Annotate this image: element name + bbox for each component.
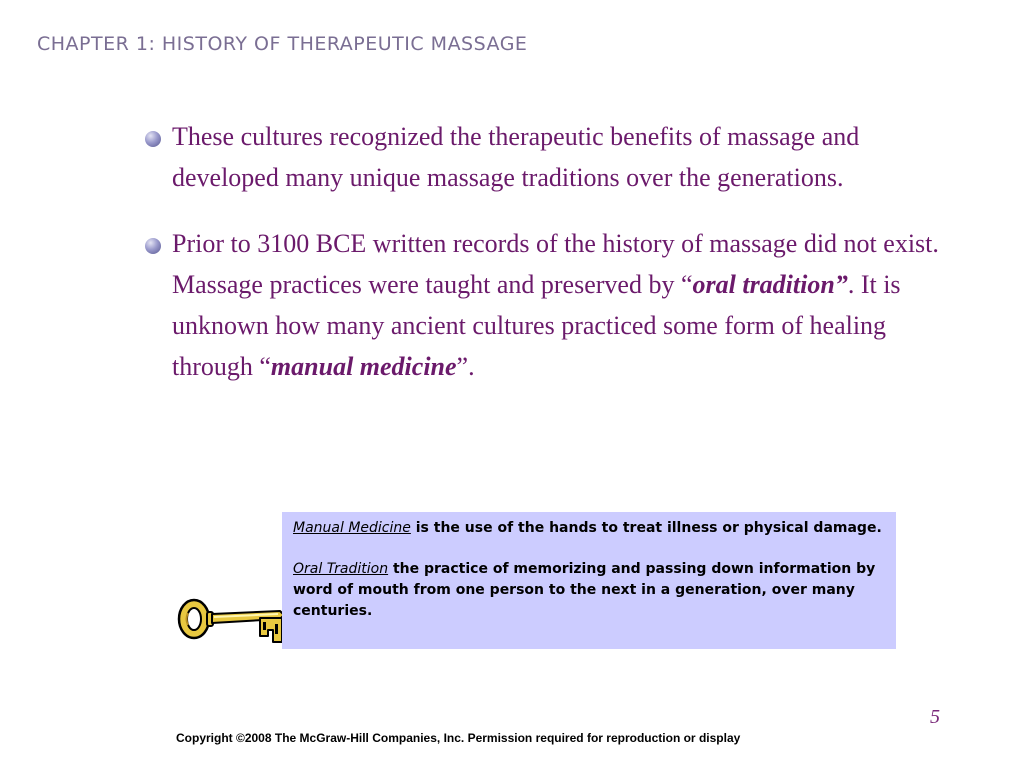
definition-text: is the use of the hands to treat illness or physical damage. bbox=[410, 520, 882, 536]
definition-text: the practice of memorizing and passing down information by word of mouth from one person to the next in a generation, over many centuries. bbox=[293, 561, 876, 619]
bullet-item-cultures bbox=[145, 116, 945, 198]
bullet-dot-icon bbox=[145, 131, 161, 147]
bullet-text: These cultures recognized the therapeutic benefits of massage and developed many unique massage traditions over the generations. bbox=[172, 122, 860, 192]
bullet-item-history bbox=[145, 223, 945, 387]
slide-title: CHAPTER 1: HISTORY OF THERAPEUTIC MASSAGE bbox=[37, 33, 528, 55]
bullet-text-part: ”. bbox=[456, 352, 475, 381]
key-icon bbox=[174, 594, 290, 650]
definition-box bbox=[282, 512, 896, 649]
definition-oral-tradition bbox=[293, 559, 885, 622]
page-number: 5 bbox=[930, 706, 940, 728]
emphasis-oral-tradition: oral tradition” bbox=[692, 270, 848, 299]
bullet-dot-icon bbox=[145, 238, 161, 254]
copyright-notice: Copyright ©2008 The McGraw-Hill Companies, Inc. Permission required for reproduction or display bbox=[176, 731, 741, 745]
emphasis-manual-medicine: manual medicine bbox=[270, 352, 457, 381]
bullet-list bbox=[145, 116, 945, 412]
bullet-text-part: . It is unknown how many ancient cultures practiced some form of healing through “ bbox=[172, 270, 901, 381]
bullet-text-part: Prior to 3100 BCE written records of the history of massage did not exist. Massage practices were taught and preserved by “ bbox=[172, 229, 939, 299]
definition-term: Oral Tradition bbox=[293, 561, 389, 577]
definition-term: Manual Medicine bbox=[293, 520, 411, 536]
definition-manual-medicine bbox=[293, 518, 885, 539]
